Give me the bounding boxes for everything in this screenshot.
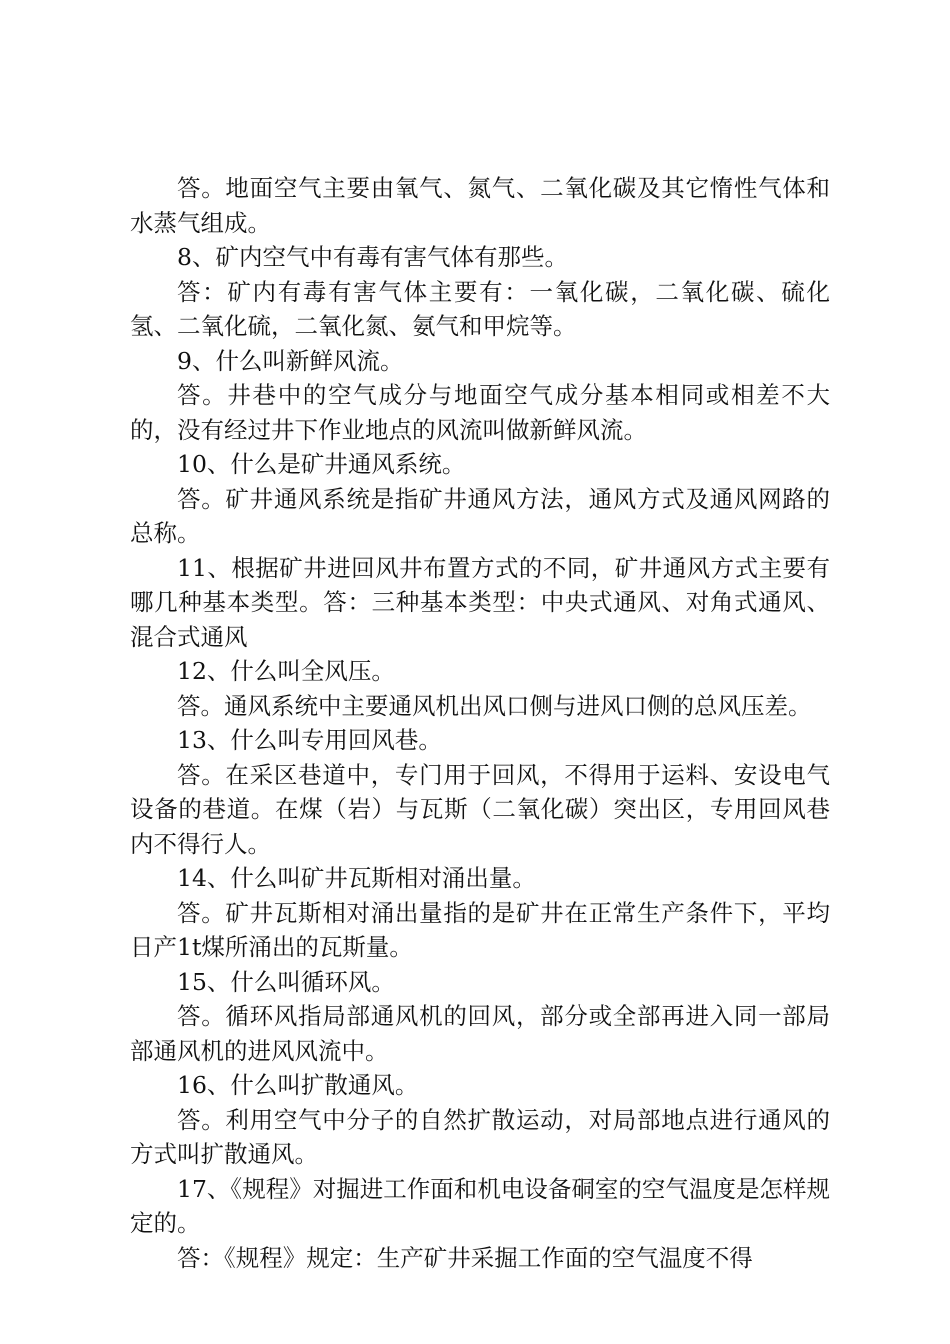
question-16: 16、什么叫扩散通风。 [177,1071,419,1099]
question-13: 13、什么叫专用回风巷。 [177,726,442,754]
answer-8: 答：矿内有毒有害气体主要有：一氧化碳，二氧化碳、硫化氢、二氧化硫，二氧化氮、氨气和甲烷等。 [130,277,830,340]
question-9: 9、什么叫新鲜风流。 [177,346,404,375]
answer-7: 答。地面空气主要由氧气、氮气、二氧化碳及其它惰性气体和水蒸气组成。 [130,174,830,237]
document-body [130,171,830,1275]
answer-9: 答。井巷中的空气成分与地面空气成分基本相同或相差不大的，没有经过井下作业地点的风流叫做新鲜风流。 [130,381,830,444]
question-17: 17、《规程》对掘进工作面和机电设备硐室的空气温度是怎样规定的。 [130,1174,830,1237]
answer-13: 答。在采区巷道中，专门用于回风，不得用于运料、安设电气设备的巷道。在煤（岩）与瓦斯（二氧化碳）突出区，专用回风巷内不得行人。 [130,760,830,858]
question-8: 8、矿内空气中有毒有害气体有那些。 [177,243,568,271]
answer-16: 答。利用空气中分子的自然扩散运动，对局部地点进行通风的方式叫扩散通风。 [130,1105,830,1168]
answer-17: 答：《规程》规定：生产矿井采掘工作面的空气温度不得 [177,1243,753,1272]
answer-14: 答。矿井瓦斯相对涌出量指的是矿井在正常生产条件下，平均日产1t煤所涌出的瓦斯量。 [130,898,830,961]
question-12: 12、什么叫全风压。 [177,657,395,685]
answer-10: 答。矿井通风系统是指矿井通风方法，通风方式及通风网路的总称。 [130,484,830,547]
question-15: 15、什么叫循环风。 [177,967,395,996]
question-10: 10、什么是矿井通风系统。 [177,450,466,478]
answer-15: 答。循环风指局部通风机的回风，部分或全部再进入同一部局部通风机的进风风流中。 [130,1002,830,1065]
question-answer-11: 11、根据矿井进回风井布置方式的不同，矿井通风方式主要有哪几种基本类型。答：三种基本类型：中央式通风、对角式通风、混合式通风 [130,553,830,651]
answer-12: 答。通风系统中主要通风机出风口侧与进风口侧的总风压差。 [177,691,812,720]
question-14: 14、什么叫矿井瓦斯相对涌出量。 [177,864,536,892]
